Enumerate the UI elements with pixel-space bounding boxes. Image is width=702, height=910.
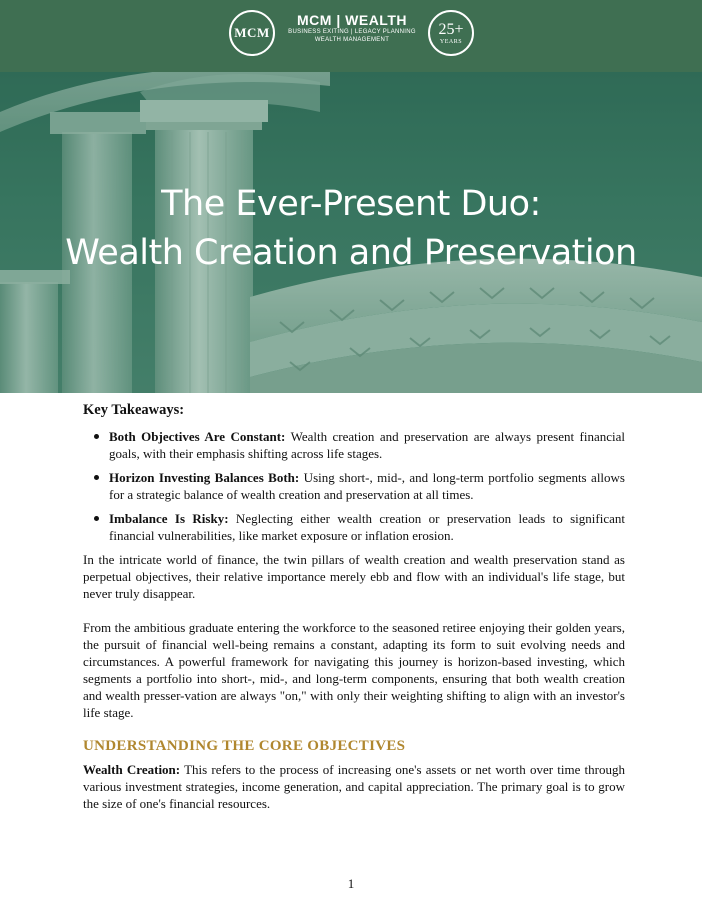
brand-tagline-2: WEALTH MANAGEMENT — [314, 37, 390, 43]
takeaway-text: Using short-, mid-, and long-term portfolio segments allows for a strategic balance of wealth creation and preservation at all times. — [109, 470, 625, 502]
section-heading: UNDERSTANDING THE CORE OBJECTIVES — [83, 738, 406, 754]
header-bar — [0, 0, 702, 72]
takeaway-text: Wealth creation and preservation are always present financial goals, with their emphasis shifting across life stages. — [109, 429, 625, 461]
key-takeaways-heading: Key Takeaways: — [83, 402, 185, 418]
definition-label: Wealth Creation: — [83, 762, 181, 777]
list-item — [109, 469, 625, 503]
list-item — [109, 428, 625, 462]
article-content — [83, 402, 625, 829]
body-paragraph: From the ambitious graduate entering the workforce to the seasoned retiree enjoying their golden years, the pursuit of financial well-being remains a constant, adapting its form to suit evolving needs and circumstances. A powerful framework for navigating this journey is horizon-based investing, which segments a portfolio into short-, mid-, and long-term components, ensuring that both wealth creation and wealth presser-vation are always "on," with only their weighting shifting to align with an investor's life stage. — [83, 620, 625, 720]
badge-number: 25+ — [438, 20, 464, 38]
logo-text: MCM — [234, 25, 270, 40]
takeaway-text: Neglecting either wealth creation or preservation leads to significant financial vulnerabilities, like market exposure or inflation erosion. — [109, 511, 625, 543]
anniversary-badge — [428, 10, 474, 56]
page-number: 1 — [347, 876, 355, 891]
definition-paragraph — [83, 761, 625, 812]
intro-paragraph: In the intricate world of finance, the twin pillars of wealth creation and wealth preservation stand as perpetual objectives, their relative importance merely ebb and flow with an individual's life stage, but never truly disappear. — [83, 552, 625, 601]
brand-tagline: BUSINESS EXITING | LEGACY PLANNING — [288, 29, 416, 35]
mcm-logo — [229, 10, 275, 56]
definition-text: This refers to the process of increasing one's assets or net worth over time through various investment strategies, income generation, and capital appreciation. The primary goal is to grow the size of one's financial resources. — [83, 762, 625, 811]
brand-block — [282, 12, 422, 44]
hero-title-line-1: The Ever-Present Duo: — [161, 184, 541, 224]
hero-title — [0, 180, 702, 278]
takeaway-label: Both Objectives Are Constant: — [109, 429, 286, 444]
hero-banner — [0, 72, 702, 393]
key-takeaways-list — [83, 428, 625, 544]
list-item — [109, 510, 625, 544]
brand-name: MCM | WEALTH — [297, 12, 407, 28]
takeaway-label: Horizon Investing Balances Both: — [109, 470, 300, 485]
badge-label: YEARS — [439, 38, 463, 45]
takeaway-label: Imbalance Is Risky: — [109, 511, 229, 526]
hero-title-line-2: Wealth Creation and Preservation — [65, 233, 637, 273]
